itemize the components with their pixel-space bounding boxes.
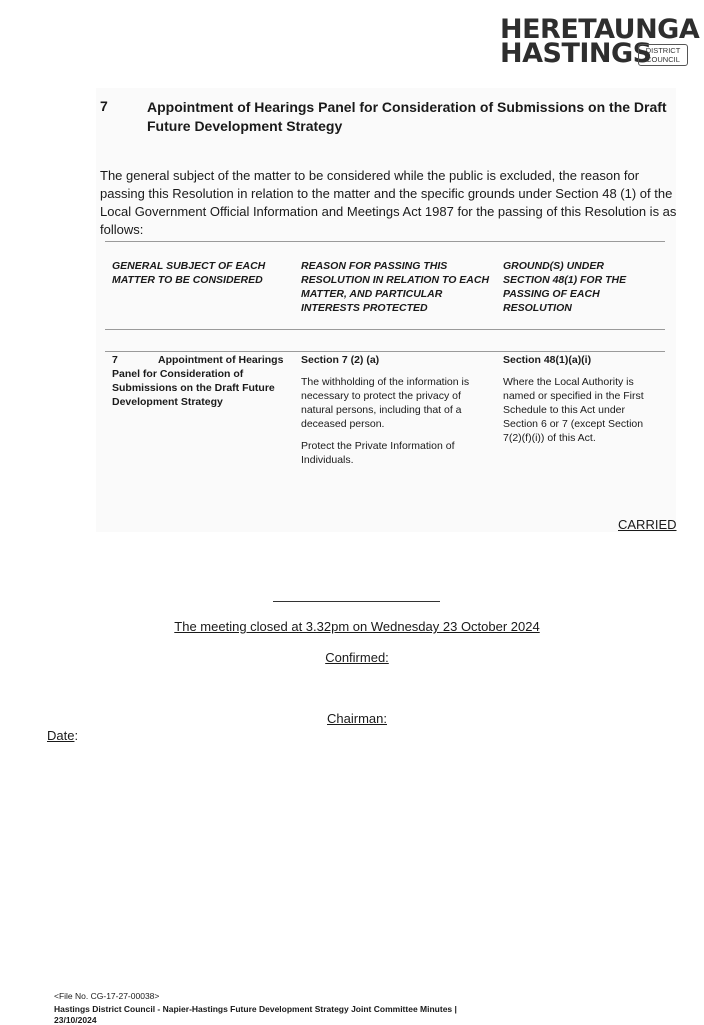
table-cell-ground: [503, 353, 661, 453]
reason-heading: Section 7 (2) (a): [301, 354, 380, 366]
ground-paragraph: Where the Local Authority is named or specified in the First Schedule to this Act under Section 6 or 7 (except Section 7(2)(f)(i)) of this Act.: [503, 376, 644, 444]
table-header-subject: GENERAL SUBJECT OF EACH MATTER TO BE CONSIDERED: [112, 260, 266, 286]
chairman-label: Chairman:: [327, 711, 387, 726]
meeting-closed-text: The meeting closed at 3.32pm on Wednesday 23 October 2024: [174, 619, 540, 634]
reason-paragraph-2: Protect the Private Information of Individuals.: [301, 440, 455, 466]
logo-line-heretaunga: HERETAUNGA: [500, 14, 700, 45]
confirmed-label: Confirmed:: [325, 650, 389, 665]
ground-heading: Section 48(1)(a)(i): [503, 354, 592, 366]
date-label: Date:: [47, 728, 79, 743]
item-title: Appointment of Hearings Panel for Consideration of Submissions on the Draft Future Development Strategy: [147, 99, 667, 134]
table-rule-header-bottom: [105, 329, 665, 330]
item-number: 7: [100, 98, 108, 114]
table-header-ground: GROUND(S) UNDER SECTION 48(1) FOR THE PASSING OF EACH RESOLUTION: [503, 260, 627, 314]
footer-file-number: <File No. CG-17-27-00038>: [54, 991, 160, 1001]
logo-district-council-badge: DISTRICT COUNCIL: [638, 44, 688, 66]
subject-first-line: Appointment of Hearings: [158, 354, 284, 366]
separator-line: [273, 601, 440, 602]
subject-number: 7: [112, 354, 118, 366]
table-rule-row-top: [105, 351, 665, 352]
table-cell-reason: [301, 353, 491, 475]
table-header-reason: REASON FOR PASSING THIS RESOLUTION IN RELATION TO EACH MATTER, AND PARTICULAR INTERESTS PROTECTED: [301, 260, 490, 314]
carried-label: CARRIED: [618, 517, 677, 532]
table-cell-subject: [112, 353, 292, 409]
council-logo: [500, 14, 700, 69]
footer-date: 23/10/2024: [54, 1015, 97, 1025]
logo-line-hastings: HASTINGS: [500, 38, 652, 69]
subject-rest: Panel for Consideration of Submissions on the Draft Future Development Strategy: [112, 368, 275, 408]
intro-paragraph: The general subject of the matter to be considered while the public is excluded, the reason for passing this Resolution in relation to the matter and the specific grounds under Section 48 (1) of the Local Government Official Information and Meetings Act 1987 for the passing of this Resolution is as follows:: [100, 168, 677, 237]
table-rule-top: [105, 241, 665, 242]
reason-paragraph-1: The withholding of the information is necessary to protect the privacy of natural persons, including that of a deceased person.: [301, 376, 470, 430]
footer-minutes-title: Hastings District Council - Napier-Hastings Future Development Strategy Joint Committee Minutes |: [54, 1004, 457, 1014]
